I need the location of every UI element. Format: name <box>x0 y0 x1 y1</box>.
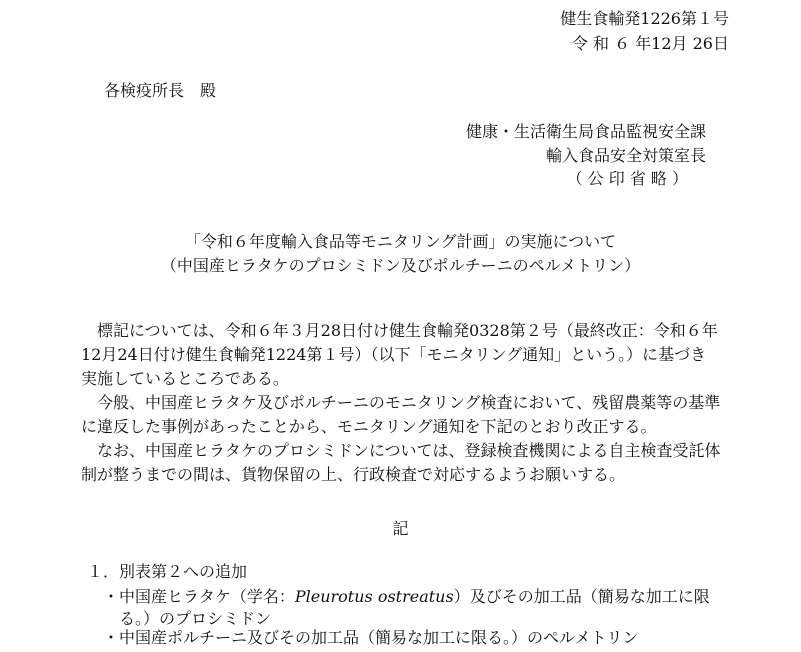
notice-title: 「令和６年度輸入食品等モニタリング計画」の実施について <box>184 232 617 251</box>
ki-marker: 記 <box>392 519 409 538</box>
sender-department: 健康・生活衛生局食品監視安全課 <box>465 122 706 141</box>
body-text <box>81 319 721 487</box>
paragraph-1: 標記については、令和６年３月28日付け健生食輸発0328第２号（最終改正：令和６年12月24日付け健生食輸発1224第１号）（以下「モニタリング通知」という。）に基づき実施しているところである。 <box>81 321 718 388</box>
addressee: 各検疫所長 殿 <box>104 81 217 100</box>
scientific-name: Pleurotus ostreatus <box>294 587 454 606</box>
document-number: 健生食輸発1226第１号 <box>560 9 729 28</box>
seal-omitted-note: （ 公 印 省 略 ） <box>566 169 688 188</box>
notice-subtitle: （中国産ヒラタケのプロシミドン及びポルチーニのペルメトリン） <box>160 256 641 275</box>
sender-office: 輸入食品安全対策室長 <box>545 146 706 165</box>
section-1-item-2: ・中国産ポルチーニ及びその加工品（簡易な加工に限る。）のペルメトリン <box>103 628 639 647</box>
paragraph-2: 今般、中国産ヒラタケ及びポルチーニのモニタリング検査において、残留農薬等の基準に違反した事例があったことから、モニタリング通知を下記のとおり改正する。 <box>81 393 721 436</box>
document-date: 令 和 ６ 年12月 26日 <box>571 34 729 53</box>
section-1-heading: １．別表第２への追加 <box>87 562 248 581</box>
section-1-item-1 <box>103 586 739 630</box>
item-1-prefix: ・中国産ヒラタケ（学名： <box>103 587 295 606</box>
item-1-suffix: ）及びその加工品（簡易な加工に限る。）のプロシミドン <box>119 587 710 628</box>
paragraph-3: なお、中国産ヒラタケのプロシミドンについては、登録検査機関による自主検査受託体制が整うまでの間は、貨物保留の上、行政検査で対応するようお願いする。 <box>81 441 721 484</box>
